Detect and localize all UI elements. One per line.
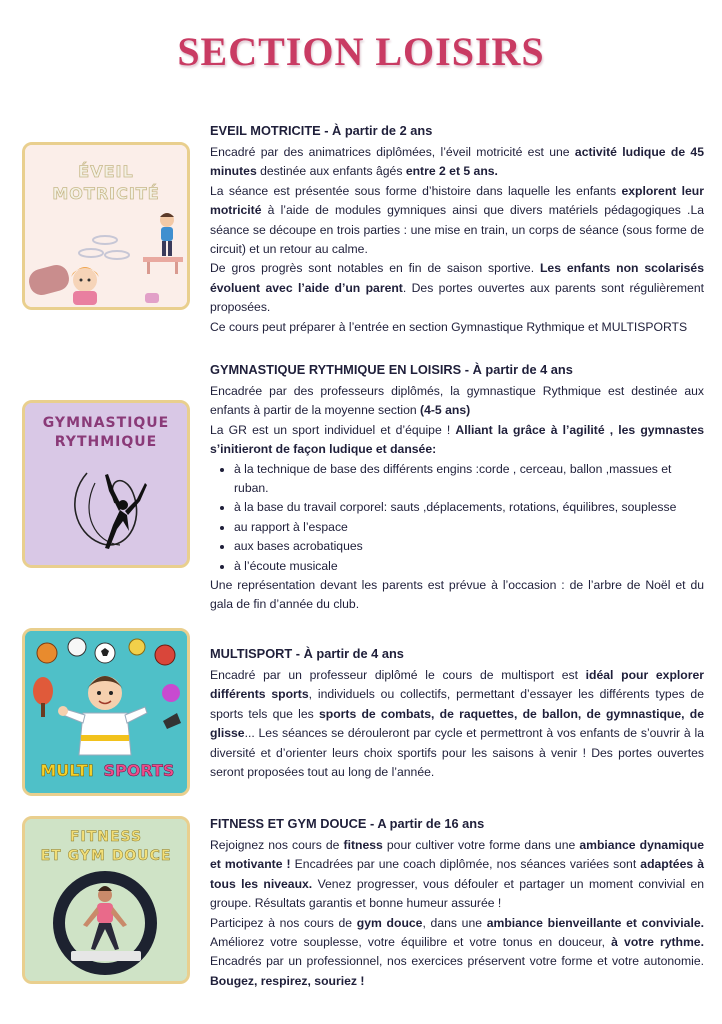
gr-paragraph-2: La GR est un sport individuel et d’équipe ! Alliant la grâce à l’agilité , les gymnastes s’initieront de façon ludique et dansée: — [210, 422, 705, 457]
eveil-paragraph-2: La séance est présentée sous forme d’histoire dans laquelle les enfants explorent leur motricité à l’aide de modules gymniques ainsi que divers matériels pédagogiques .La séance se découpe en trois parties : une mise en train, un corps de séance (sous forme de circuit) et un retour au calme. — [210, 183, 704, 257]
gr-title: GYMNASTIQUE RYTHMIQUE EN LOISIRS - À partir de 4 ans — [210, 362, 573, 377]
gr-bullet-list — [210, 460, 704, 576]
multisports-illustration — [22, 628, 190, 796]
section-multisport — [210, 644, 704, 782]
list-item: • aux bases acrobatiques — [234, 537, 704, 556]
multisport-title: MULTISPORT - À partir de 4 ans — [210, 646, 404, 661]
eveil-paragraph-1: Encadré par des animatrices diplômées, l’éveil motricité est une activité ludique de 45 minutes destinée aux enfants âgés entre 2 et 5 ans. — [210, 145, 704, 179]
eveil-card-line2: MOTRICITÉ — [52, 184, 160, 203]
list-item: • à la technique de base des différents engins :corde , cerceau, ballon ,massues et ruban. — [234, 460, 704, 499]
page-title: SECTION LOISIRS — [177, 29, 545, 74]
fitness-paragraph-1: Rejoignez nos cours de fitness pour cultiver votre forme dans une ambiance dynamique et motivante ! Encadrées par une coach diplômée, nos séances variées sont adaptées à tous les niveaux. Venez progresser, vous défouler et partager un moment convivial en groupe. Résultats garantis et bonne humeur assurée ! — [210, 838, 705, 911]
eveil-paragraph-4: Ce cours peut préparer à l’entrée en section Gymnastique Rythmique et MULTISPORTS — [210, 319, 688, 334]
gymnastique-rythmique-illustration — [22, 400, 190, 568]
gr-card-line1: GYMNASTIQUE — [42, 415, 170, 431]
multi-card-part2: SPORTS — [103, 761, 175, 780]
fitness-paragraph-2: Participez à nos cours de gym douce, dans une ambiance bienveillante et conviviale. Améliorez votre souplesse, votre équilibre et votre tonus en douceur, à votre rythme. Encadrés par un professionnel, nos exercices préservent votre forme et votre autonomie. Bougez, respirez, souriez ! — [210, 915, 705, 988]
eveil-title: EVEIL MOTRICITE - À partir de 2 ans — [210, 123, 433, 138]
section-gr — [210, 360, 704, 615]
list-item: • à l’écoute musicale — [234, 557, 704, 576]
fitness-card-line2: ET GYM DOUCE — [40, 848, 172, 864]
eveil-paragraph-3: De gros progrès sont notables en fin de saison sportive. Les enfants non scolarisés évoluent avec l’aide d’un parent. Des portes ouvertes aux parents sont régulièrement proposées. — [210, 261, 705, 315]
gr-paragraph-1: Encadrée par des professeurs diplômés, la gymnastique Rythmique est destinée aux enfants à partir de la moyenne section (4-5 ans) — [210, 384, 704, 418]
gr-paragraph-3: Une représentation devant les parents est prévue à l’occasion : de l’arbre de Noël et du gala de fin d’année du club. — [210, 578, 704, 612]
section-eveil — [210, 121, 704, 337]
eveil-card-line1: ÉVEIL — [78, 162, 134, 181]
list-item: • au rapport à l’espace — [234, 518, 704, 537]
fitness-gym-douce-illustration — [22, 816, 190, 984]
multisport-paragraph: Encadré par un professeur diplômé le cours de multisport est idéal pour explorer différents sports, individuels ou collectifs, permettant d’essayer les différents types de sports tels que les sports de combats, de raquettes, de ballon, de gymnastique, de glisse... Les séances se dérouleront par cycle et permettront à vos enfants de s’ouvrir à la diversité et d’orienter leurs choix sportifs pour les saisons à venir ! Des portes ouvertes seront proposées tout au long de l’année. — [210, 668, 704, 780]
list-item: • à la base du travail corporel: sauts ,déplacements, rotations, équilibres, souplesse — [234, 498, 704, 517]
gr-card-line2: RYTHMIQUE — [54, 434, 158, 450]
fitness-title: FITNESS ET GYM DOUCE - A partir de 16 ans — [210, 816, 485, 831]
fitness-card-line1: FITNESS — [69, 829, 143, 845]
section-fitness — [210, 814, 704, 991]
multi-card-part1: MULTI — [40, 761, 94, 780]
eveil-motricite-illustration — [22, 142, 190, 310]
